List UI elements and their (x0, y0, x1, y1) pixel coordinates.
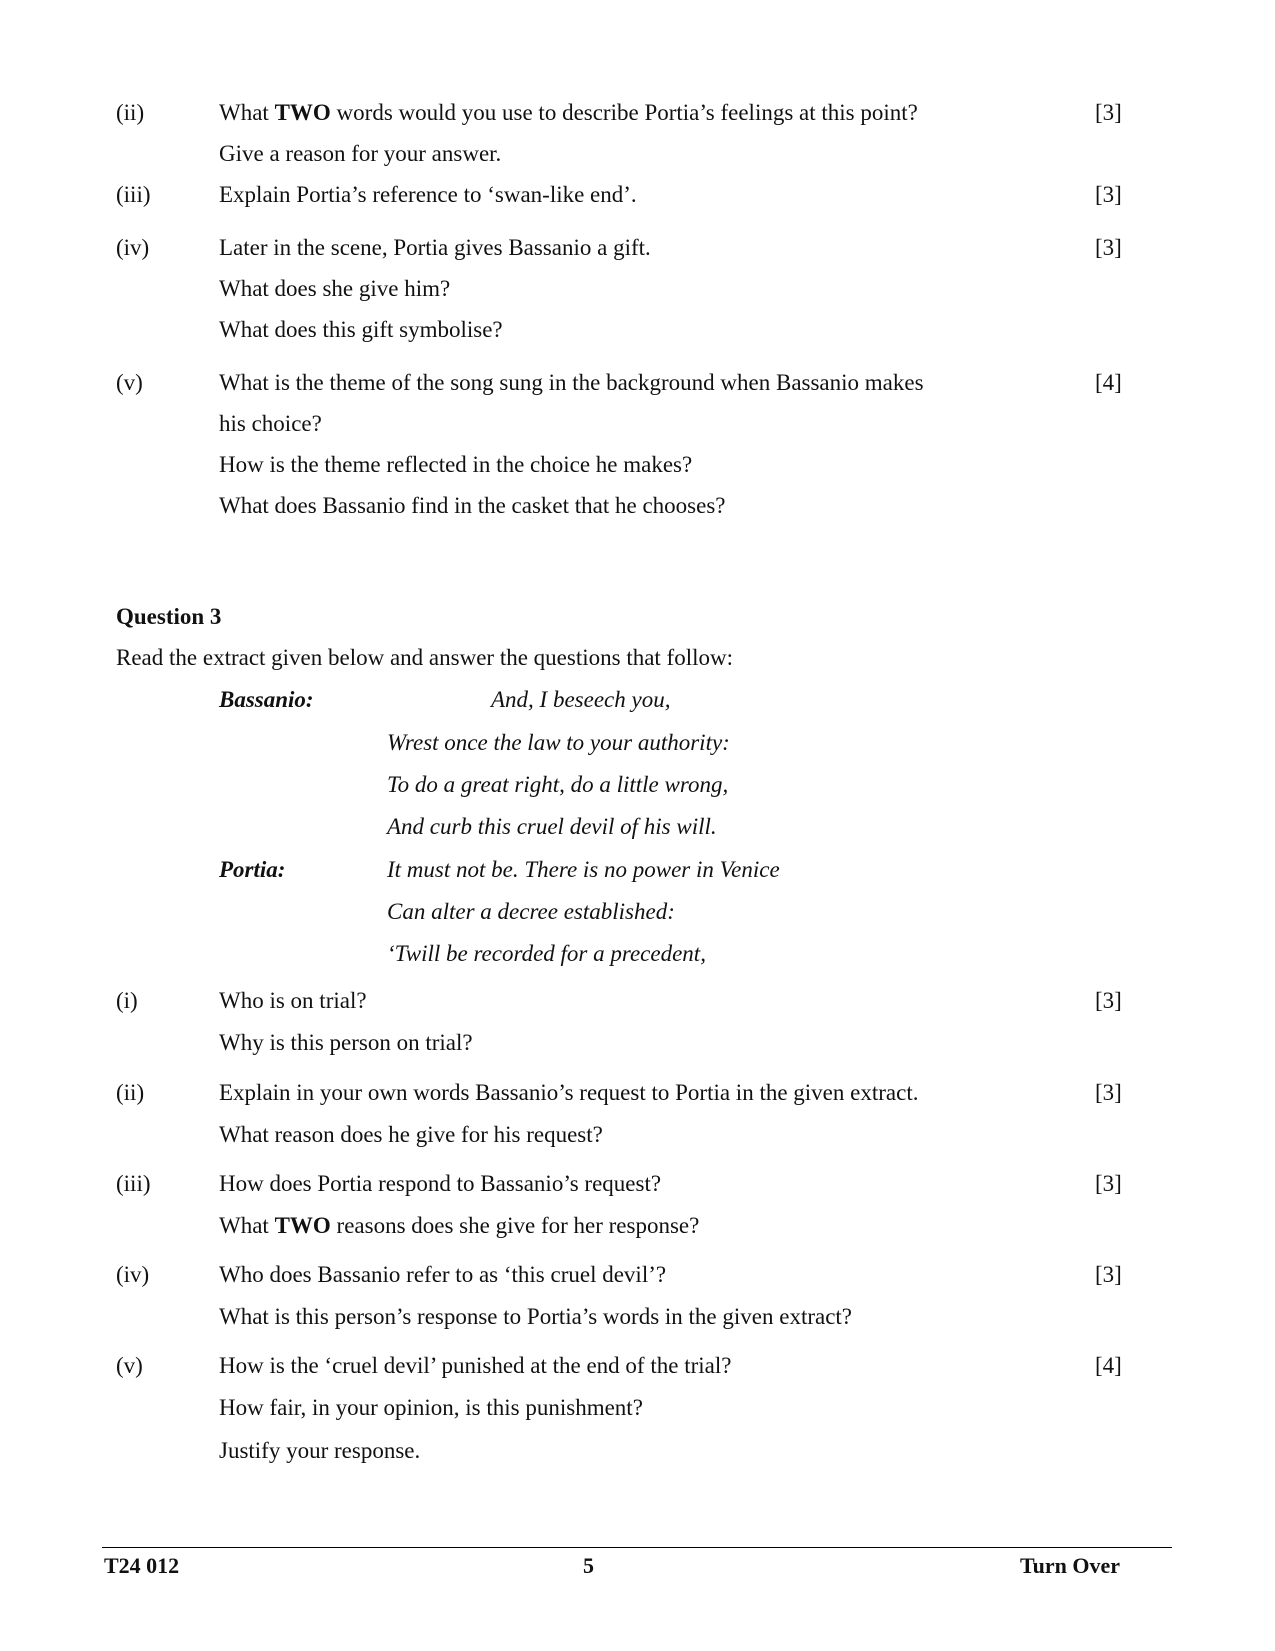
extract-line: To do a great right, do a little wrong, (387, 772, 729, 797)
extract-line: Can alter a decree established: (387, 899, 675, 924)
question-marks: [4] (1095, 370, 1122, 395)
question-line: What reason does he give for his request? (219, 1122, 603, 1147)
question-line: How fair, in your opinion, is this punishment? (219, 1395, 643, 1420)
question-line: What does this gift symbolise? (219, 317, 503, 342)
question-line: Later in the scene, Portia gives Bassanio a gift. (219, 235, 651, 260)
question-line: What is the theme of the song sung in the background when Bassanio makes (219, 370, 924, 395)
question-line: Who is on trial? (219, 988, 367, 1013)
question-marks: [3] (1095, 1080, 1122, 1105)
extract-line: And, I beseech you, (491, 687, 671, 712)
paper-code: T24 012 (104, 1553, 180, 1578)
question-line: How is the theme reflected in the choice he makes? (219, 452, 693, 477)
question-number: (v) (116, 1353, 143, 1378)
question-line: Justify your response. (219, 1438, 421, 1463)
footer-divider (102, 1547, 1172, 1548)
question-line: Explain Portia’s reference to ‘swan-like end’. (219, 182, 637, 207)
question-line: How does Portia respond to Bassanio’s request? (219, 1171, 662, 1196)
question-number: (ii) (116, 1080, 145, 1105)
turn-over-note: Turn Over (1020, 1553, 1121, 1578)
question-marks: [3] (1095, 182, 1122, 207)
question-intro: Read the extract given below and answer the questions that follow: (116, 645, 733, 670)
question-number: (iv) (116, 235, 150, 260)
question-number: (iv) (116, 1262, 150, 1287)
question-marks: [4] (1095, 1353, 1122, 1378)
question-marks: [3] (1095, 1262, 1122, 1287)
question-marks: [3] (1095, 988, 1122, 1013)
question-marks: [3] (1095, 100, 1122, 125)
question-number: (iii) (116, 182, 151, 207)
question-line: What is this person’s response to Portia’s words in the given extract? (219, 1304, 853, 1329)
question-heading: Question 3 (116, 604, 222, 629)
question-line: What does she give him? (219, 276, 451, 301)
question-number: (v) (116, 370, 143, 395)
extract-line: And curb this cruel devil of his will. (387, 814, 717, 839)
question-marks: [3] (1095, 235, 1122, 260)
page-number: 5 (583, 1553, 594, 1578)
question-line: his choice? (219, 411, 322, 436)
speaker-name: Bassanio: (219, 687, 314, 712)
question-line: What does Bassanio find in the casket that he chooses? (219, 493, 726, 518)
question-line: Why is this person on trial? (219, 1030, 473, 1055)
question-line: Who does Bassanio refer to as ‘this cruel devil’? (219, 1262, 667, 1287)
extract-line: It must not be. There is no power in Venice (387, 857, 780, 882)
question-marks: [3] (1095, 1171, 1122, 1196)
speaker-name: Portia: (219, 857, 286, 882)
question-line: Explain in your own words Bassanio’s request to Portia in the given extract. (219, 1080, 919, 1105)
extract-line: ‘Twill be recorded for a precedent, (387, 941, 706, 966)
question-line: What TWO reasons does she give for her response? (219, 1213, 700, 1238)
extract-line: Wrest once the law to your authority: (387, 730, 730, 755)
question-number: (i) (116, 988, 138, 1013)
question-line: How is the ‘cruel devil’ punished at the end of the trial? (219, 1353, 732, 1378)
question-line: What TWO words would you use to describe Portia’s feelings at this point? (219, 100, 918, 125)
question-number: (iii) (116, 1171, 151, 1196)
question-number: (ii) (116, 100, 145, 125)
question-line: Give a reason for your answer. (219, 141, 502, 166)
